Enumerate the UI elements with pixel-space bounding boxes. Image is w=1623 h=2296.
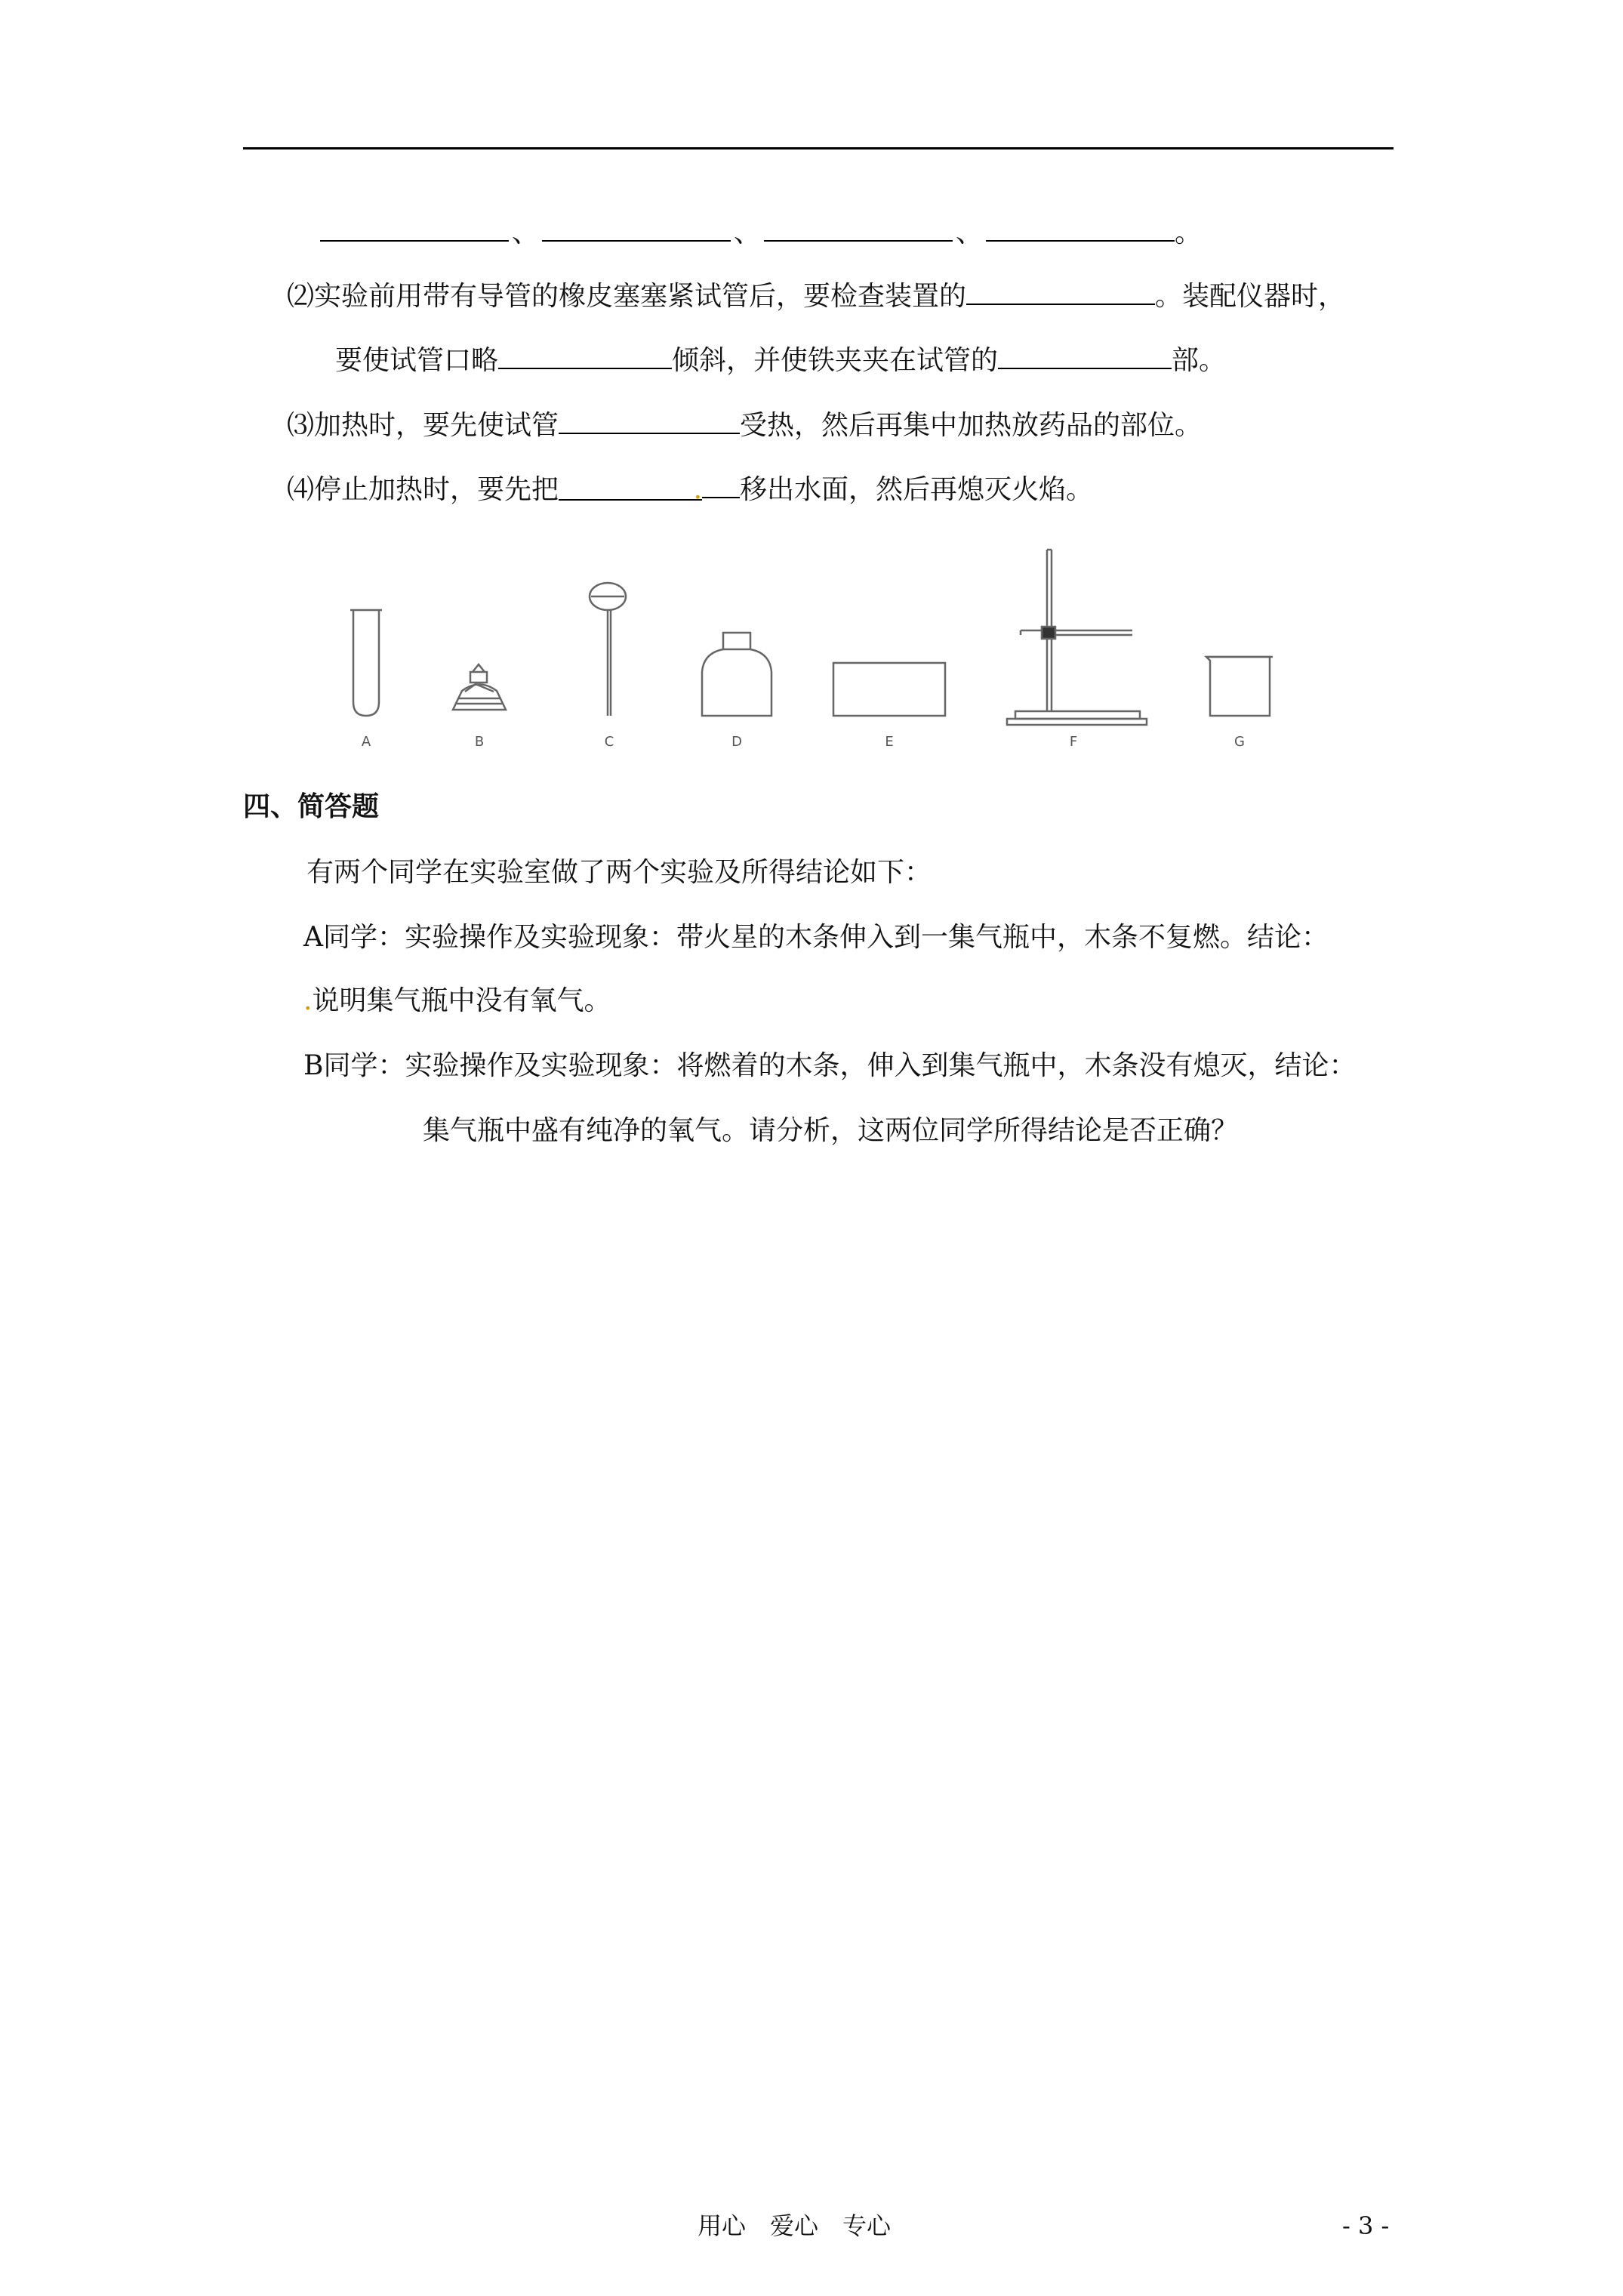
answer-blank-clamp-position[interactable] — [998, 341, 1172, 369]
answer-blank-remove-tail[interactable] — [702, 470, 740, 498]
apparatus-label-c: C — [604, 734, 614, 750]
student-a-conclusion: 说明集气瓶中没有氧气。 — [312, 985, 611, 1016]
separator: 、 — [734, 217, 762, 248]
q1-blanks-line — [320, 213, 1202, 251]
gas-bottle-icon — [702, 633, 771, 716]
answer-blank-airtightness[interactable] — [966, 276, 1155, 305]
footer-motto: 用心 爱心 专心 — [698, 2211, 892, 2240]
header-rule — [243, 147, 1394, 149]
section-heading: 四、简答题 — [243, 791, 380, 822]
apparatus-figure — [332, 544, 1298, 755]
apparatus-label-e: E — [885, 734, 894, 750]
q2-text-1: ⑵实验前用带有导管的橡皮塞塞紧试管后，要检查装置的 — [287, 281, 967, 312]
q4-text-2: 移出水面，然后再熄灭火焰。 — [740, 474, 1094, 505]
student-a-line-2 — [303, 983, 611, 1019]
stray-mark: . — [693, 474, 703, 505]
q3-line — [287, 405, 1202, 444]
alcohol-lamp-icon — [453, 664, 506, 710]
q2-text-2: 。装配仪器时， — [1155, 281, 1346, 312]
combustion-spoon-icon — [590, 583, 626, 716]
student-b-line-1: B同学：实验操作及实验现象：将燃着的木条，伸入到集气瓶中，木条没有熄灭，结论： — [303, 1050, 1357, 1081]
beaker-icon — [1206, 657, 1273, 716]
answer-blank-2[interactable] — [542, 213, 731, 242]
period: 。 — [1175, 217, 1203, 248]
q2-line-2 — [335, 341, 1226, 379]
answer-blank-remove[interactable] — [559, 472, 703, 505]
q4-line — [287, 470, 1093, 508]
student-b-line-2: 集气瓶中盛有纯净的氧气。请分析，这两位同学所得结论是否正确？ — [423, 1115, 1239, 1146]
answer-blank-4[interactable] — [986, 213, 1175, 242]
q2-line-1 — [287, 276, 1345, 315]
q2-text-3: 要使试管口略 — [335, 345, 499, 376]
iron-stand-icon — [1007, 550, 1147, 725]
test-tube-icon — [350, 610, 382, 716]
apparatus-label-g: G — [1234, 734, 1245, 750]
q3-text-2: 受热，然后再集中加热放药品的部位。 — [740, 410, 1203, 441]
separator: 、 — [512, 217, 540, 248]
answer-blank-3[interactable] — [764, 213, 953, 242]
q2-text-5: 部。 — [1172, 345, 1227, 376]
apparatus-label-f: F — [1069, 734, 1078, 750]
apparatus-label-b: B — [474, 734, 485, 750]
answer-blank-1[interactable] — [320, 213, 509, 242]
section-intro: 有两个同学在实验室做了两个实验及所得结论如下： — [306, 857, 932, 888]
apparatus-label-a: A — [361, 734, 371, 750]
answer-blank-heating[interactable] — [559, 405, 740, 434]
apparatus-drawing — [332, 544, 1298, 755]
stray-mark: . — [303, 985, 313, 1016]
apparatus-label-d: D — [731, 734, 742, 750]
separator: 、 — [956, 217, 984, 248]
page-number: - 3 - — [1342, 2211, 1390, 2240]
q2-text-4: 倾斜，并使铁夹夹在试管的 — [672, 345, 999, 376]
q4-text-1: ⑷停止加热时，要先把 — [287, 474, 559, 505]
q3-text-1: ⑶加热时，要先使试管 — [287, 410, 559, 441]
student-a-line-1: A同学：实验操作及实验现象：带火星的木条伸入到一集气瓶中，木条不复燃。结论： — [303, 922, 1329, 953]
answer-blank-tilt[interactable] — [498, 341, 672, 369]
water-trough-icon — [833, 663, 945, 716]
